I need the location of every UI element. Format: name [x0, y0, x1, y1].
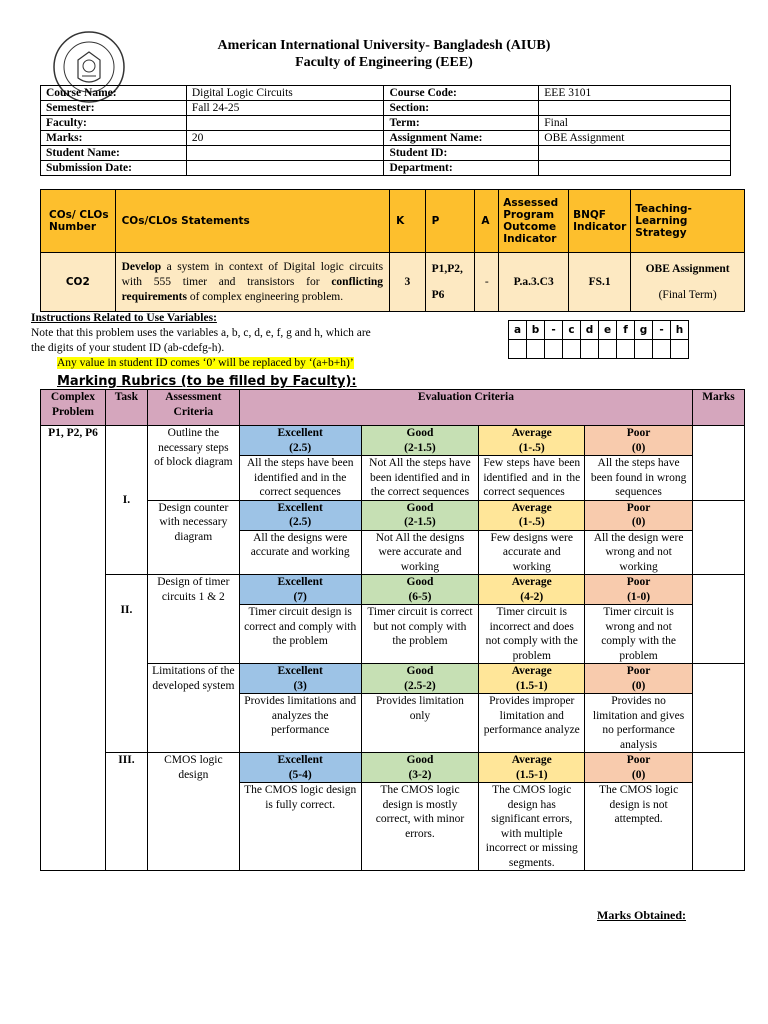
desc-good: Provides limitation only [361, 694, 479, 753]
level-poor: Poor (0) [585, 753, 693, 783]
course-name-value: Digital Logic Circuits [186, 86, 384, 101]
id-box-label: - [545, 321, 563, 340]
cos-header-a: A [475, 190, 499, 253]
rubric-header-task: Task [105, 390, 147, 426]
cos-header-po: Assessed Program Outcome Indicator [499, 190, 569, 253]
level-good: Good (2-1.5) [361, 500, 479, 530]
faculty-value[interactable] [186, 116, 384, 131]
desc-average: Few steps have been identified and in the correct sequences [479, 456, 585, 501]
co-k: 3 [390, 253, 426, 312]
id-box-label: c [563, 321, 581, 340]
desc-poor: All the steps have been found in wrong sequences [585, 456, 693, 501]
marks-value: 20 [186, 131, 384, 146]
assignment-name-label: Assignment Name: [384, 131, 539, 146]
level-excellent: Excellent (2.5) [239, 426, 361, 456]
desc-excellent: Timer circuit design is correct and comply with the problem [239, 605, 361, 664]
rubric-criteria: Design of timer circuits 1 & 2 [147, 575, 239, 664]
instructions-line2: the digits of your student ID (ab-cdefg-h). [31, 342, 225, 354]
desc-average: Provides improper limitation and performance analyze [479, 694, 585, 753]
id-box-label: g [635, 321, 653, 340]
level-average: Average (1-.5) [479, 426, 585, 456]
level-average: Average (1-.5) [479, 500, 585, 530]
id-box-input[interactable] [563, 340, 581, 359]
co-number: CO2 [41, 253, 116, 312]
student-id-boxes [508, 320, 689, 359]
co-statement-bold: conflicting requirements [121, 275, 384, 303]
co-strategy-term: (Final Term) [658, 289, 717, 301]
student-name-value[interactable] [186, 146, 384, 161]
level-good: Good (3-2) [361, 753, 479, 783]
semester-value: Fall 24-25 [186, 101, 384, 116]
rubric-criteria: CMOS logic design [147, 753, 239, 871]
level-good: Good (2-1.5) [361, 426, 479, 456]
desc-poor: All the design were wrong and not working [585, 530, 693, 575]
cos-header-strategy: Teaching-Learning Strategy [631, 190, 745, 253]
rubric-header-criteria: Assessment Criteria [147, 390, 239, 426]
course-code-label: Course Code: [384, 86, 539, 101]
level-excellent: Excellent (5-4) [239, 753, 361, 783]
co-strategy-name: OBE Assignment [645, 263, 730, 275]
cos-header-number: COs/ CLOs Number [41, 190, 116, 253]
level-average: Average (4-2) [479, 575, 585, 605]
instructions-title: Instructions Related to Use Variables: [31, 312, 217, 324]
co-p-line1: P1,P2, [431, 263, 463, 275]
desc-average: Few designs were accurate and working [479, 530, 585, 575]
marks-cell[interactable] [693, 664, 745, 753]
rubric-header-evaluation: Evaluation Criteria [239, 390, 692, 426]
rubric-problem: P1, P2, P6 [41, 426, 106, 871]
level-excellent: Excellent (2.5) [239, 500, 361, 530]
level-poor: Poor (0) [585, 426, 693, 456]
id-box-input[interactable] [509, 340, 527, 359]
desc-average: The CMOS logic design has significant errors, with multiple incorrect or missing segments. [479, 783, 585, 871]
department-value[interactable] [539, 161, 731, 176]
id-box-input[interactable] [635, 340, 653, 359]
level-excellent: Excellent (7) [239, 575, 361, 605]
student-name-label: Student Name: [41, 146, 187, 161]
desc-poor: Timer circuit is wrong and not comply with the problem [585, 605, 693, 664]
rubric-task-1: I. [105, 426, 147, 575]
id-box-input[interactable] [671, 340, 689, 359]
id-box-input[interactable] [653, 340, 671, 359]
co-p-line2: P6 [431, 289, 445, 301]
level-average: Average (1.5-1) [479, 664, 585, 694]
rubric-task-3: III. [105, 753, 147, 871]
id-box-input[interactable] [527, 340, 545, 359]
id-box-label: d [581, 321, 599, 340]
desc-average: Timer circuit is incorrect and does not comply with the problem [479, 605, 585, 664]
marks-cell[interactable] [693, 575, 745, 664]
desc-good: The CMOS logic design is mostly correct, with minor errors. [361, 783, 479, 871]
co-p [425, 253, 475, 312]
marking-rubric-table [40, 389, 745, 871]
id-box-label: f [617, 321, 635, 340]
semester-label: Semester: [41, 101, 187, 116]
desc-excellent: Provides limitations and analyzes the performance [239, 694, 361, 753]
student-id-label: Student ID: [384, 146, 539, 161]
marks-label: Marks: [41, 131, 187, 146]
id-box-input[interactable] [617, 340, 635, 359]
desc-excellent: All the steps have been identified and in the correct sequences [239, 456, 361, 501]
co-statement-develop: Develop [121, 260, 162, 273]
desc-excellent: All the designs were accurate and working [239, 530, 361, 575]
cos-header-k: K [390, 190, 426, 253]
desc-poor: The CMOS logic design is not attempted. [585, 783, 693, 871]
id-box-input[interactable] [545, 340, 563, 359]
course-name-label: Course Name: [41, 86, 187, 101]
id-box-label: a [509, 321, 527, 340]
co-po: P.a.3.C3 [499, 253, 569, 312]
level-good: Good (2.5-2) [361, 664, 479, 694]
level-excellent: Excellent (3) [239, 664, 361, 694]
faculty-label: Faculty: [41, 116, 187, 131]
rubric-header-marks: Marks [693, 390, 745, 426]
department-label: Department: [384, 161, 539, 176]
desc-good: Not All the steps have been identified and in the correct sequences [361, 456, 479, 501]
rubric-task-2: II. [105, 575, 147, 753]
co-statement-mid: a system in context of Digital logic circuits with 555 timer and transistors for [121, 260, 384, 288]
cos-header-p: P [425, 190, 475, 253]
rubric-criteria: Design counter with necessary diagram [147, 500, 239, 575]
desc-excellent: The CMOS logic design is fully correct. [239, 783, 361, 871]
level-poor: Poor (0) [585, 500, 693, 530]
marks-cell[interactable] [693, 753, 745, 871]
student-id-value[interactable] [539, 146, 731, 161]
co-a: - [475, 253, 499, 312]
id-box-input[interactable] [599, 340, 617, 359]
section-value[interactable] [539, 101, 731, 116]
assignment-name-value: OBE Assignment [539, 131, 731, 146]
cos-header-bnqf: BNQF Indicator [569, 190, 631, 253]
id-box-label: b [527, 321, 545, 340]
term-value: Final [539, 116, 731, 131]
marks-obtained-label: Marks Obtained: [597, 908, 687, 922]
rubric-criteria: Outline the necessary steps of block diagram [147, 426, 239, 501]
level-poor: Poor (0) [585, 664, 693, 694]
term-label: Term: [384, 116, 539, 131]
co-bnqf: FS.1 [569, 253, 631, 312]
submission-date-value[interactable] [186, 161, 384, 176]
marks-cell[interactable] [693, 500, 745, 575]
course-code-value: EEE 3101 [539, 86, 731, 101]
marks-cell[interactable] [693, 426, 745, 501]
level-good: Good (6-5) [361, 575, 479, 605]
submission-date-label: Submission Date: [41, 161, 187, 176]
level-average: Average (1.5-1) [479, 753, 585, 783]
section-label: Section: [384, 101, 539, 116]
id-box-label: e [599, 321, 617, 340]
co-strategy [631, 253, 745, 312]
desc-good: Not All the designs were accurate and working [361, 530, 479, 575]
faculty-title: Faculty of Engineering (EEE) [295, 55, 473, 70]
marking-rubrics-title: Marking Rubrics (to be filled by Faculty): [57, 374, 357, 389]
cos-header-statements: COs/CLOs Statements [115, 190, 389, 253]
cos-clos-table [40, 189, 745, 312]
instructions-line1: Note that this problem uses the variables a, b, c, d, e, f, g and h, which are [31, 327, 371, 339]
instructions-highlight: Any value in student ID comes ‘0’ will be replaced by ‘(a+b+h)’ [57, 357, 354, 369]
level-poor: Poor (1-0) [585, 575, 693, 605]
desc-good: Timer circuit is correct but not comply with the problem [361, 605, 479, 664]
id-box-input[interactable] [581, 340, 599, 359]
id-box-label: - [653, 321, 671, 340]
course-info-table [40, 85, 731, 176]
id-box-label: h [671, 321, 689, 340]
rubric-criteria: Limitations of the developed system [147, 664, 239, 753]
co-statement [115, 253, 389, 312]
rubric-header-problem: Complex Problem [41, 390, 106, 426]
desc-poor: Provides no limitation and gives no performance analysis [585, 694, 693, 753]
co-statement-end: of complex engineering problem. [186, 290, 344, 303]
university-title: American International University- Bangladesh (AIUB) [217, 38, 551, 53]
